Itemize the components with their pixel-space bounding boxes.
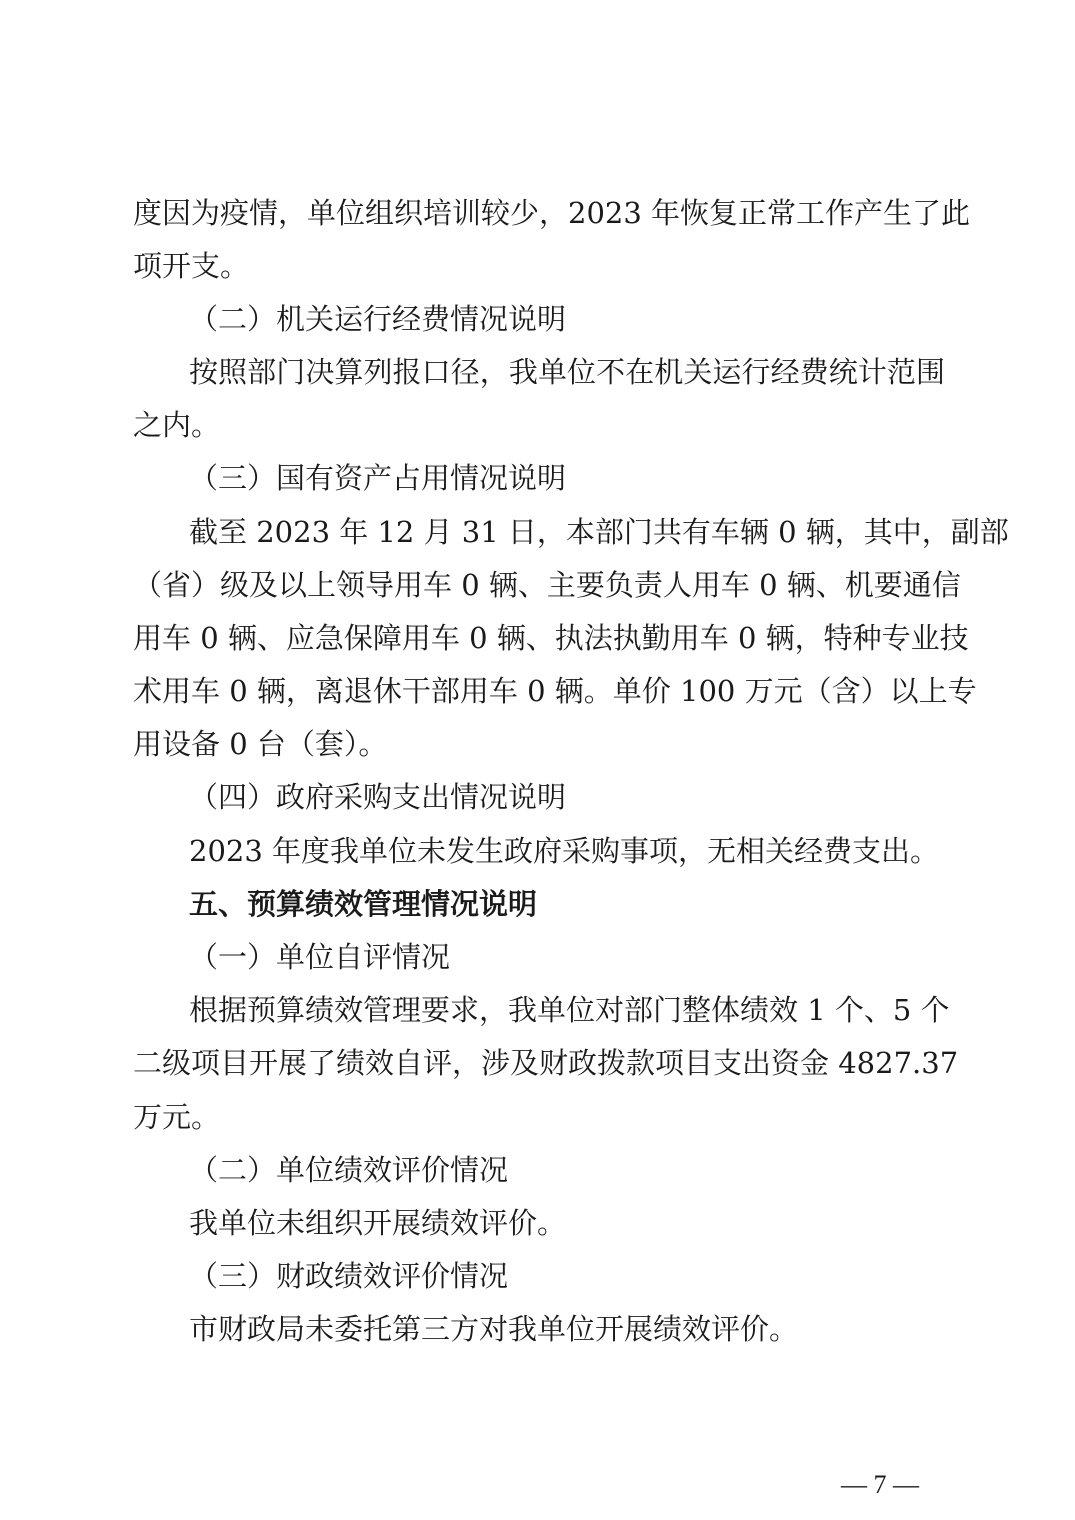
section-heading-unit-evaluation: （二）单位绩效评价情况 [189,1153,509,1187]
paragraph-line: 术用车 0 辆，离退休干部用车 0 辆。单价 100 万元（含）以上专 [133,674,977,708]
paragraph-line: 度因为疫情，单位组织培训较少，2023 年恢复正常工作产生了此 [133,196,971,230]
paragraph-line: 项开支。 [133,249,250,283]
paragraph-line: 之内。 [133,408,221,442]
section-heading-self-evaluation: （一）单位自评情况 [189,940,451,974]
paragraph-line: 用车 0 辆、应急保障用车 0 辆、执法执勤用车 0 辆，特种专业技 [133,621,969,655]
section-heading-procurement: （四）政府采购支出情况说明 [189,780,567,814]
section-heading-state-assets: （三）国有资产占用情况说明 [189,461,567,495]
paragraph-line: 我单位未组织开展绩效评价。 [189,1206,567,1240]
section-heading-operating-expenses: （二）机关运行经费情况说明 [189,302,567,336]
chapter-heading-performance: 五、预算绩效管理情况说明 [189,887,538,921]
paragraph-line: 二级项目开展了绩效自评，涉及财政拨款项目支出资金 4827.37 [133,1046,959,1080]
paragraph-line: 用设备 0 台（套）。 [133,727,388,761]
section-heading-fiscal-evaluation: （三）财政绩效评价情况 [189,1259,509,1293]
paragraph-line: 按照部门决算列报口径，我单位不在机关运行经费统计范围 [189,355,945,389]
paragraph-line: 万元。 [133,1100,221,1134]
paragraph-line: 截至 2023 年 12 月 31 日，本部门共有车辆 0 辆，其中，副部 [189,515,1009,549]
paragraph-line: （省）级及以上领导用车 0 辆、主要负责人用车 0 辆、机要通信 [133,568,961,602]
page-number: — 7 — [841,1470,919,1499]
paragraph-line: 根据预算绩效管理要求，我单位对部门整体绩效 1 个、5 个 [189,993,950,1027]
paragraph-line: 市财政局未委托第三方对我单位开展绩效评价。 [189,1312,799,1346]
paragraph-line: 2023 年度我单位未发生政府采购事项，无相关经费支出。 [189,834,940,868]
